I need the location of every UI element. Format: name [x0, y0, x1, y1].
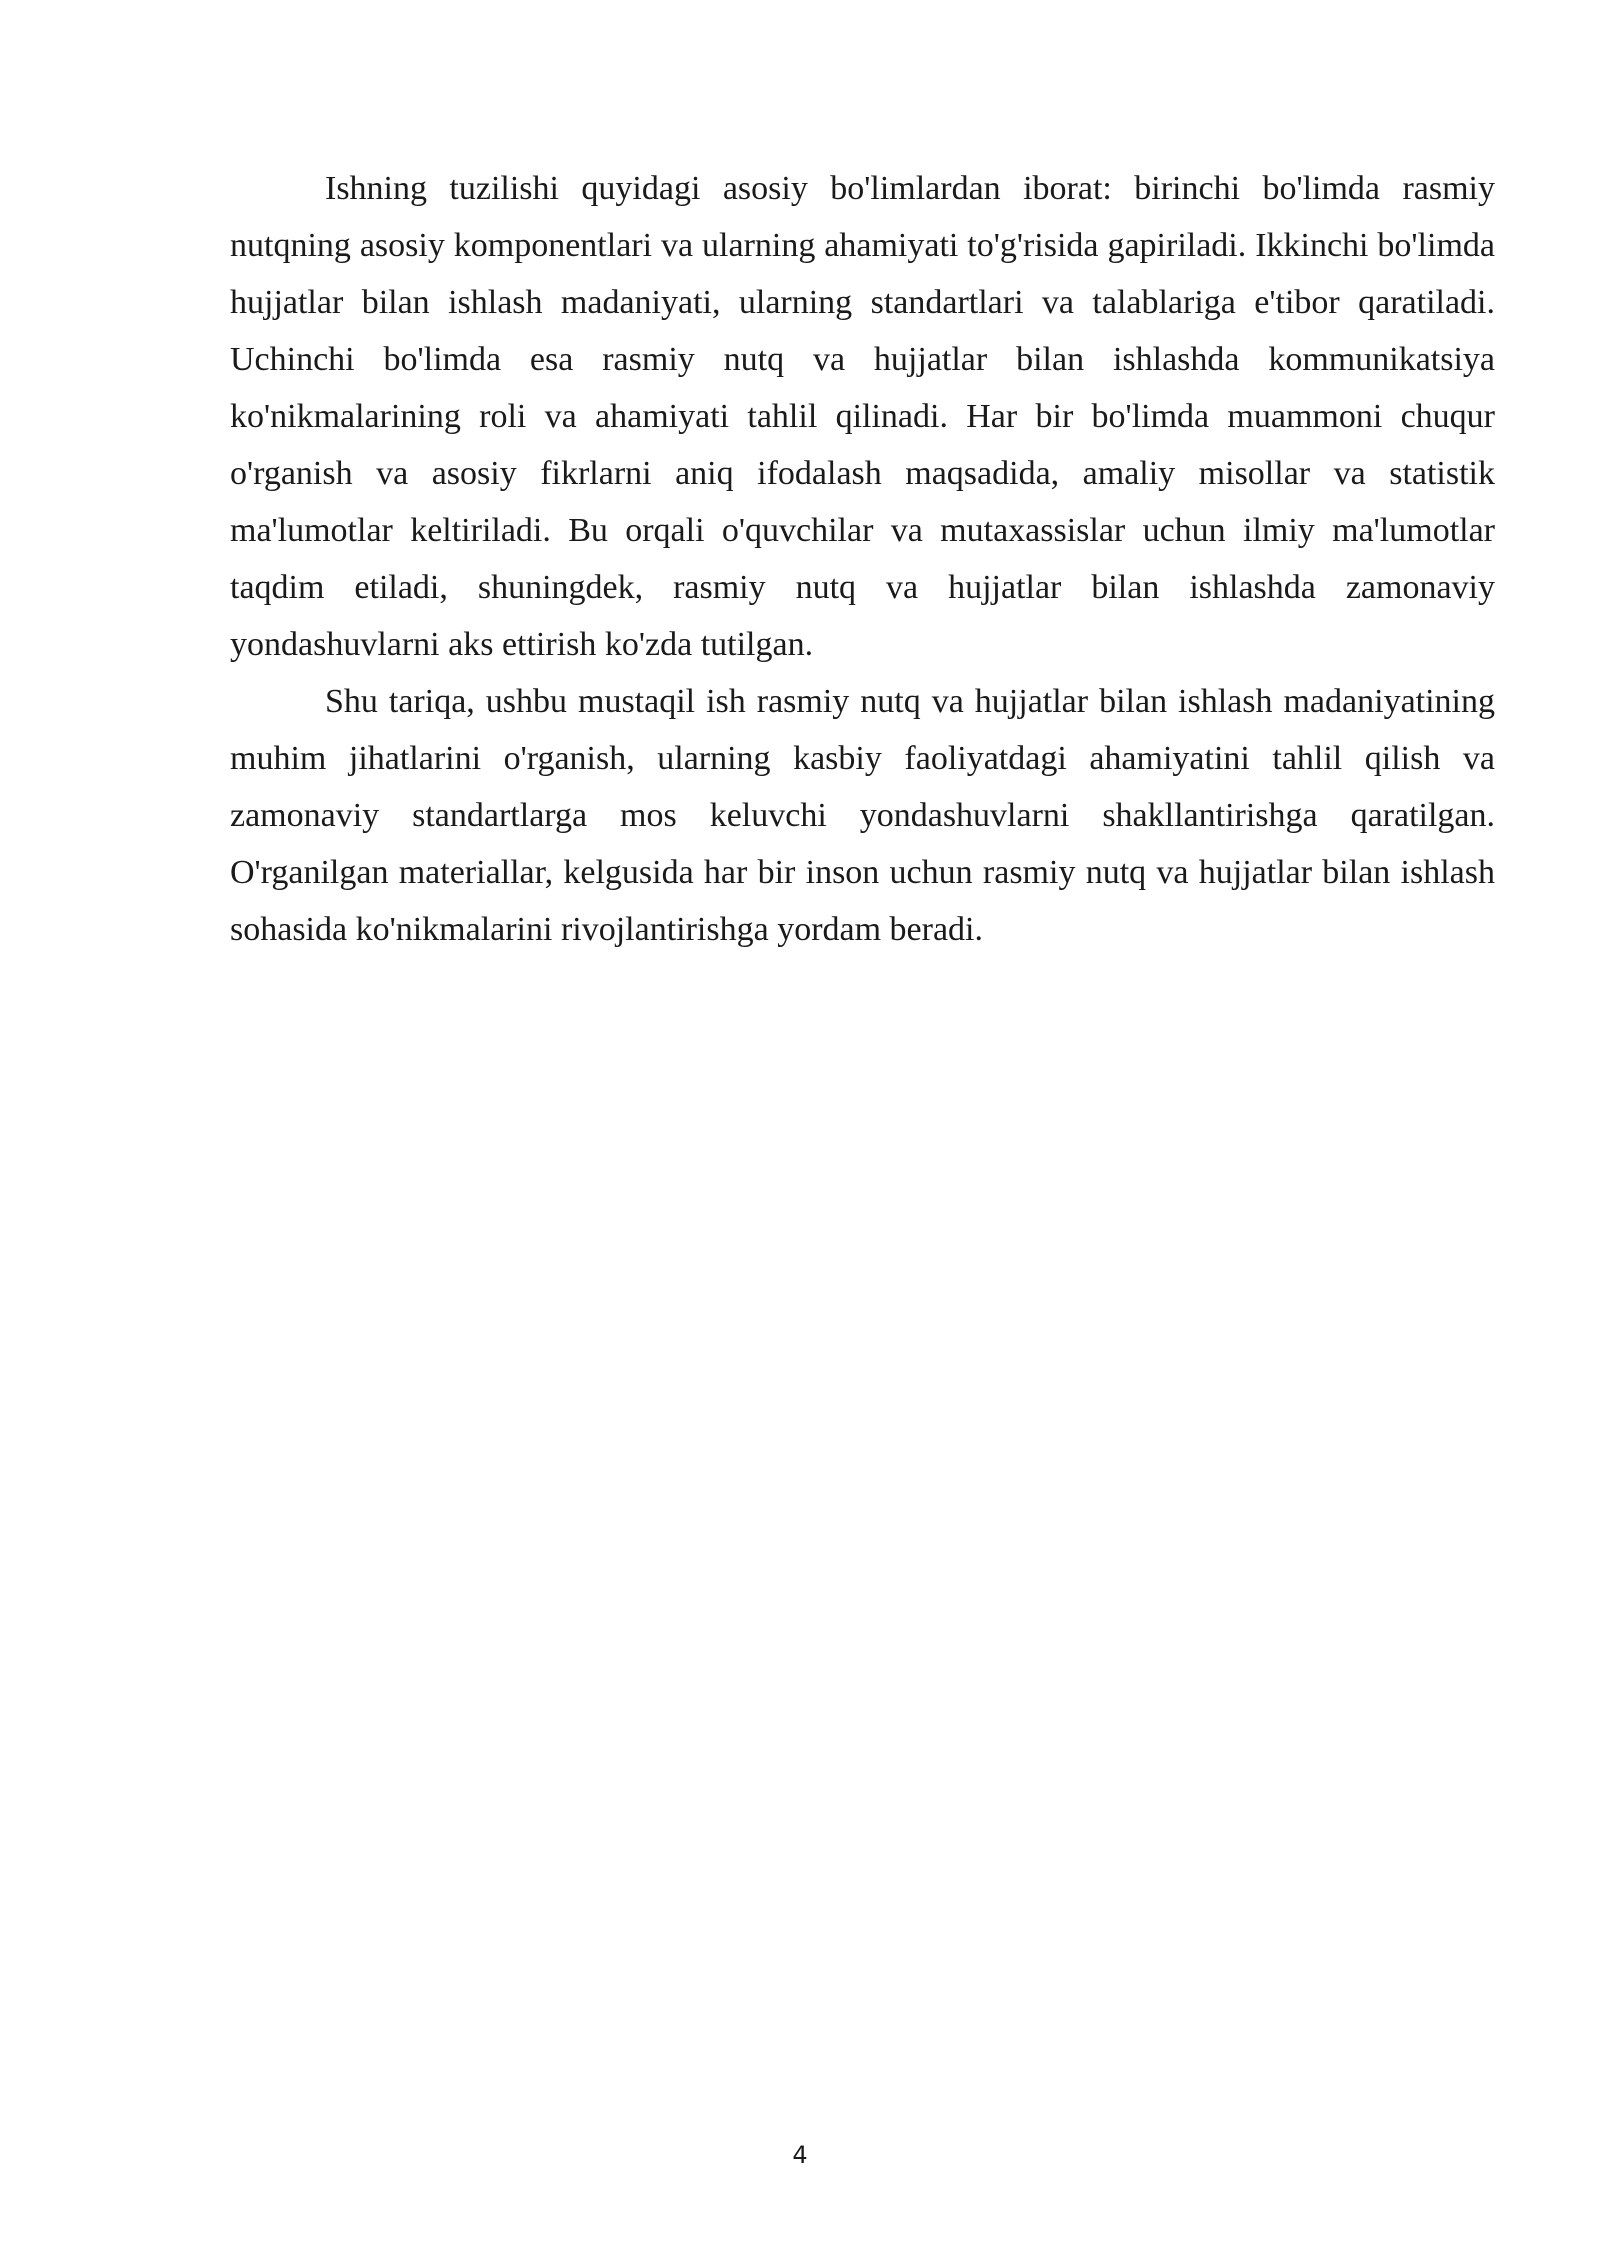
- page-number: 4: [792, 2141, 808, 2169]
- page-body: [230, 160, 1495, 958]
- paragraph-structure: Ishning tuzilishi quyidagi asosiy bo'limlardan iborat: birinchi bo'limda rasmiy nutqning asosiy komponentlari va ularning ahamiyati to'g'risida gapiriladi. Ikkinchi bo'limda hujjatlar bilan ishlash madaniyati, ularning standartlari va talablariga e'tibor qaratiladi. Uchinchi bo'limda esa rasmiy nutq va hujjatlar bilan ishlashda kommunikatsiya ko'nikmalarining roli va ahamiyati tahlil qilinadi. Har bir bo'limda muammoni chuqur o'rganish va asosiy fikrlarni aniq ifodalash maqsadida, amaliy misollar va statistik ma'lumotlar keltiriladi. Bu orqali o'quvchilar va mutaxassislar uchun ilmiy ma'lumotlar taqdim etiladi, shuningdek, rasmiy nutq va hujjatlar bilan ishlashda zamonaviy yondashuvlarni aks ettirish ko'zda tutilgan.: [230, 170, 1495, 663]
- paragraph-conclusion: Shu tariqa, ushbu mustaqil ish rasmiy nutq va hujjatlar bilan ishlash madaniyatining muhim jihatlarini o'rganish, ularning kasbiy faoliyatdagi ahamiyatini tahlil qilish va zamonaviy standartlarga mos keluvchi yondashuvlarni shakllantirishga qaratilgan. O'rganilgan materiallar, kelgusida har bir inson uchun rasmiy nutq va hujjatlar bilan ishlash sohasida ko'nikmalarini rivojlantirishga yordam beradi.: [230, 683, 1495, 948]
